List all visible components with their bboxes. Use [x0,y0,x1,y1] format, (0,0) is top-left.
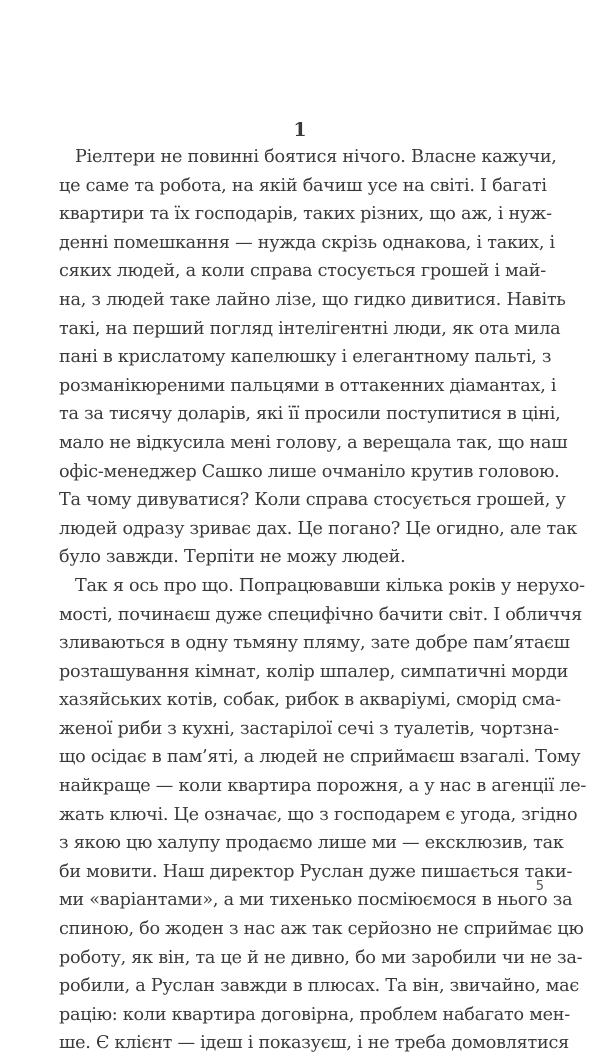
text-line: мало не відкусила мені голову, а верещала так, що наш [59,432,568,453]
text-line: було завжди. Терпіти не можу людей. [59,547,406,568]
text-line: хазяйських котів, собак, рибок в акваріумі, сморід сма- [59,690,561,711]
text-line: спиною, бо жоден з нас аж так серйозно не сприймає цю [59,919,584,940]
text-line: сяких людей, а коли справа стосується грошей і май- [59,261,546,282]
text-line: розманікюреними пальцями в оттакенних діамантах, і [59,375,557,396]
text-line: квартири та їх господарів, таких різних, що аж, і нуж- [59,204,552,225]
text-line: ми «варіантами», а ми тихенько посміюємося в нього за [59,890,573,911]
text-line: би мовити. Наш директор Руслан дуже пишається таки- [59,861,573,882]
text-line: Та чому дивуватися? Коли справа стосується грошей, у [59,490,566,511]
text-line: Ріелтери не повинні боятися нічого. Власне кажучи, [75,147,557,167]
text-line: жать ключі. Це означає, що з господарем є угода, згідно [59,804,578,825]
text-line: на, з людей таке лайно лізе, що гидко дивитися. Навіть [59,289,566,310]
text-line: пані в крислатому капелюшку і елегантному пальті, з [59,347,552,368]
text-line: офіс-менеджер Сашко лише очманіло крутив головою. [59,461,560,482]
text-line: рацію: коли квартира договірна, проблем набагато мен- [59,1004,570,1025]
text-line: з якою цю халупу продаємо лише ми — ексклюзив, так [59,833,564,854]
text-line: женої риби з кухні, застарілої сечі з туалетів, чортзна- [59,718,559,739]
text-line: людей одразу зриває дах. Це погано? Це огидно, але так [59,518,577,539]
body-text [59,143,587,1058]
text-line: розташування кімнат, колір шпалер, симпатичні морди [59,661,569,682]
text-line: робили, а Руслан завжди в плюсах. Та він, звичайно, має [59,976,579,997]
text-line: Так я ось про що. Попрацювавши кілька років у нерухо- [75,575,585,596]
text-line: це саме та робота, на якій бачиш усе на світі. І багаті [59,175,547,196]
text-line: ше. Є клієнт — ідеш і показуєш, і не треба домовлятися [59,1033,569,1054]
text-line: зливаються в одну тьмяну пляму, зате добре пам’ятаєш [59,633,570,654]
text-line: роботу, як він, та це й не дивно, бо ми заробили чи не за- [59,947,583,968]
text-line: що осідає в пам’яті, а людей не сприймаєш взагалі. Тому [59,747,581,768]
text-line: такі, на перший погляд інтелігентні люди, як ота мила [59,318,561,339]
text-line: денні помешкання — нужда скрізь однакова, і таких, і [59,232,555,253]
text-line: та за тисячу доларів, які її просили поступитися в ціні, [59,404,561,425]
chapter-number: 1 [293,119,307,141]
page-number: 5 [535,879,544,894]
text-line: найкраще — коли квартира порожня, а у нас в агенції ле- [59,776,587,797]
text-line: мості, починаєш дуже специфічно бачити світ. І обличчя [59,604,583,625]
